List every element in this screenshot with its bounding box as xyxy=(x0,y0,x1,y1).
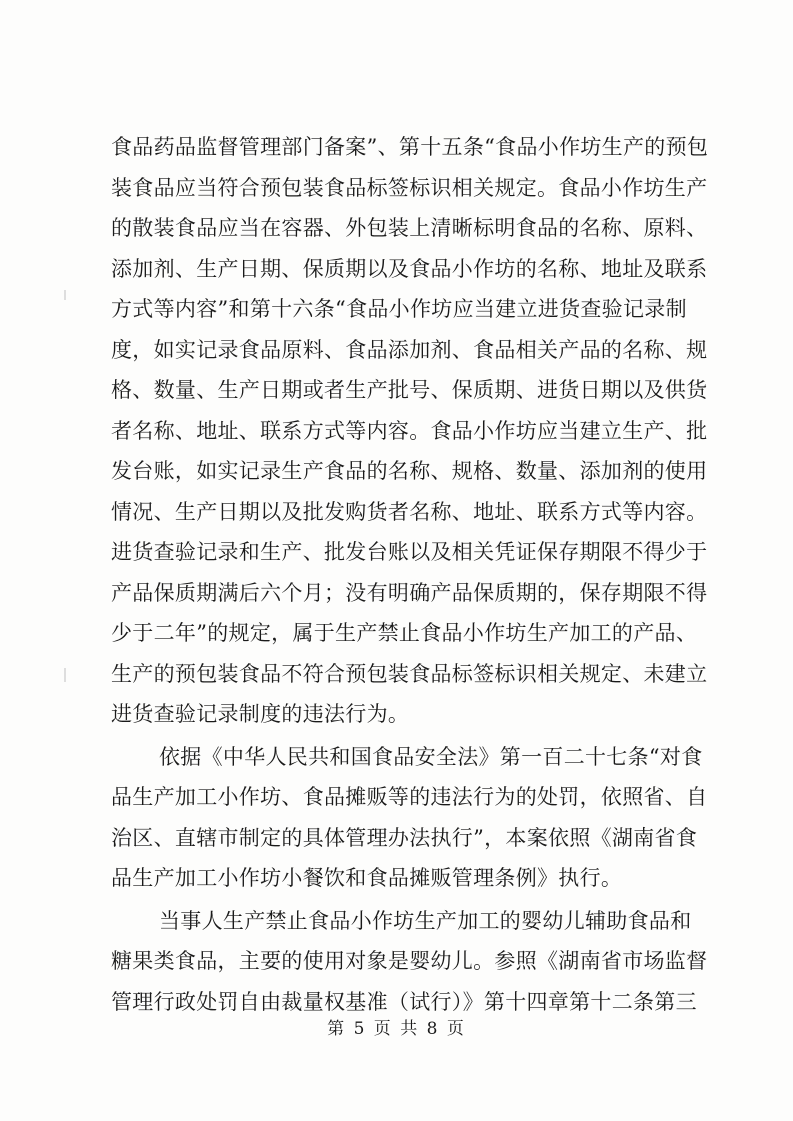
text-line: 品生产加工小作坊、食品摊贩等的违法行为的处罚，依照省、自 xyxy=(111,785,708,809)
text-line: 治区、直辖市制定的具体管理办法执行”，本案依照《湖南省食 xyxy=(111,825,698,850)
body-text xyxy=(111,127,711,1022)
text-line: 者名称、地址、联系方式等内容。食品小作坊应当建立生产、批 xyxy=(111,418,708,443)
page-number: 第 5 页 共 8 页 xyxy=(327,1019,466,1039)
text-line: 进货查验记录制度的违法行为。 xyxy=(111,702,410,726)
text-line: 产品保质期满后六个月；没有明确产品保质期的，保存期限不得 xyxy=(111,580,708,605)
text-line: 添加剂、生产日期、保质期以及食品小作坊的名称、地址及联系 xyxy=(111,256,708,281)
text-line: 发台账，如实记录生产食品的名称、规格、数量、添加剂的使用 xyxy=(111,459,708,483)
text-line: 进货查验记录和生产、批发台账以及相关凭证保存期限不得少于 xyxy=(111,540,708,564)
text-line: 依据《中华人民共和国食品安全法》第一百二十七条“对食 xyxy=(159,744,703,769)
text-line: 度，如实记录食品原料、食品添加剂、食品相关产品的名称、规 xyxy=(111,337,708,362)
text-line: 情况、生产日期以及批发购货者名称、地址、联系方式等内容。 xyxy=(111,499,708,524)
scan-artifact xyxy=(64,668,66,682)
text-line: 管理行政处罚自由裁量权基准（试行）》第十四章第十二条第三 xyxy=(111,989,697,1014)
text-line: 格、数量、生产日期或者生产批号、保质期、进货日期以及供货 xyxy=(111,378,708,402)
text-line: 生产的预包装食品不符合预包装食品标签标识相关规定、未建立 xyxy=(111,661,708,686)
scan-artifact xyxy=(64,290,66,300)
text-line: 的散装食品应当在容器、外包装上清晰标明食品的名称、原料、 xyxy=(111,216,708,240)
text-line: 装食品应当符合预包装食品标签标识相关规定。食品小作坊生产 xyxy=(111,175,708,200)
text-line: 少于二年”的规定，属于生产禁止食品小作坊生产加工的产品、 xyxy=(111,621,698,645)
text-line: 食品药品监督管理部门备案”、第十五条“食品小作坊生产的预包 xyxy=(111,135,709,159)
text-line: 方式等内容”和第十六条“食品小作坊应当建立进货查验记录制 xyxy=(111,297,687,321)
text-line: 糖果类食品，主要的使用对象是婴幼儿。参照《湖南省市场监督 xyxy=(111,949,708,973)
text-line: 当事人生产禁止食品小作坊生产加工的婴幼儿辅助食品和 xyxy=(159,908,692,933)
text-line: 品生产加工小作坊小餐饮和食品摊贩管理条例》执行。 xyxy=(111,866,623,890)
